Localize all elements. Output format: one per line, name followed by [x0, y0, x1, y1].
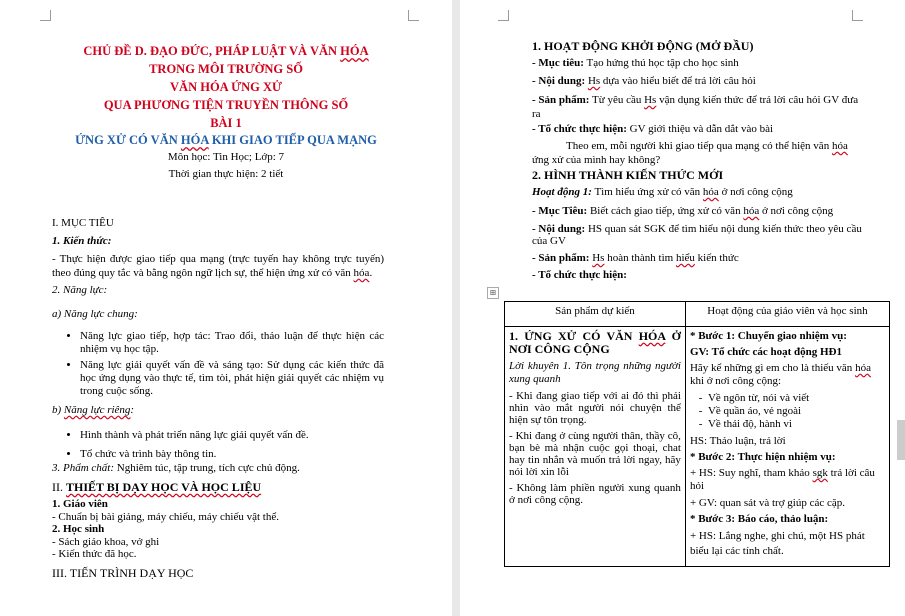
activity-1-product: - Sản phẩm: Hs hoàn thành tìm hiểu kiến thức [532, 252, 739, 264]
teacher-observe: + GV: quan sát và trợ giúp các cặp. [689, 497, 846, 509]
question-list [690, 392, 885, 431]
activity-1-goal: - Mục Tiêu: Biết cách giao tiếp, ứng xử có văn hóa ở nơi công cộng [532, 205, 834, 217]
product-item: - Khi đang giao tiếp với ai đó thì phải nhìn vào mắt người nói chuyện thể hiện sự tôn trọng. [509, 390, 681, 426]
qualities-line: 3. Phẩm chất: Nghiêm túc, tập trung, tích cực chủ động. [52, 462, 300, 474]
margin-corner-mark [852, 10, 863, 21]
lesson-title: ỨNG XỬ CÓ VĂN HÓA KHI GIAO TIẾP QUA MẠNG [75, 133, 377, 147]
margin-corner-mark [498, 10, 509, 21]
knowledge-text: - Thực hiện được giao tiếp qua mạng (trực tuyến hay không trực tuyến) theo đúng quy tắc và bằng ngôn ngữ lịch sự, thể hiện ứng xử có văn hóa. [52, 253, 384, 279]
start-goal: - Mục tiêu: Tạo hứng thú học tập cho học sinh [532, 57, 739, 69]
table-move-handle[interactable]: ⊞ [487, 287, 499, 299]
list-item: - Về thái độ, hành vi [708, 418, 885, 431]
activity-1-content: - Nội dung: HS quan sát SGK để tìm hiểu nội dung kiến thức theo yêu cầu của GV [532, 223, 862, 247]
list-item: • Tổ chức và trình bày thông tin. [80, 446, 384, 462]
specific-competence-list [62, 427, 384, 465]
topic-title-line4: QUA PHƯƠNG TIỆN TRUYỀN THÔNG SỐ [103, 98, 349, 112]
margin-corner-mark [40, 10, 51, 21]
table-header-expected-product: Sản phẩm dự kiến [505, 302, 686, 327]
expected-product-cell [505, 327, 686, 567]
list-item: • Hình thành và phát triển năng lực giải quyết vấn đề. [80, 427, 384, 443]
advice-1: Lời khuyên 1. Tôn trọng những người xung quanh [509, 360, 681, 385]
time-line: Thời gian thực hiện: 2 tiết [168, 168, 284, 180]
list-item: - Về quần áo, vẻ ngoài [708, 405, 885, 418]
start-question: Theo em, mỗi người khi giao tiếp qua mạng có thể hiện văn hóa ứng xử của mình hay không? [532, 140, 848, 166]
activity-1-organization: - Tổ chức thực hiện: [532, 269, 627, 281]
step-2-heading: * Bước 2: Thực hiện nhiệm vụ: [689, 451, 836, 463]
product-item: - Khi đang ở cùng người thân, thầy cô, bạn bè mà nhận cuộc gọi thoại, chat hay tin nhắn và muốn trả lời ngay, hãy nói lời xin lỗi [509, 430, 681, 478]
start-content: - Nội dung: Hs dựa vào hiểu biết để trả lời câu hỏi [532, 75, 756, 87]
product-section-title: 1. ỨNG XỬ CÓ VĂN HÓA Ở NƠI CÔNG CỘNG [509, 329, 681, 356]
document-page-left [0, 0, 452, 616]
activity-1-line: Hoạt động 1: Tìm hiểu ứng xử có văn hóa ở nơi công cộng [532, 186, 793, 198]
student-discuss: HS: Thảo luận, trả lời [689, 435, 786, 447]
table-header-teacher-student-activity: Hoạt động của giáo viên và học sinh [685, 302, 889, 327]
student-think: + HS: Suy nghĩ, tham khảo sgk trả lời câu hỏi [689, 467, 875, 492]
student-item: - Sách giáo khoa, vở ghi [52, 536, 160, 548]
topic-title-line2: TRONG MÔI TRƯỜNG SỐ [149, 62, 303, 76]
section-objectives-title: I. MỤC TIÊU [52, 217, 114, 229]
start-organization: - Tổ chức thực hiện: GV giới thiệu và dẫn dắt vào bài [532, 123, 774, 135]
competence-heading: 2. Năng lực: [52, 284, 108, 296]
teacher-question: Hãy kể những gì em cho là thiếu văn hóa khi ở nơi công cộng: [689, 362, 871, 387]
start-product: - Sản phẩm: Từ yêu cầu Hs vận dụng kiến thức để trả lời câu hỏi GV đưa ra [532, 94, 859, 120]
teacher-text: - Chuẩn bị bài giảng, máy chiếu, máy chiếu vật thể. [52, 511, 279, 523]
lesson-number: BÀI 1 [210, 116, 242, 130]
subject-line: Môn học: Tin Học; Lớp: 7 [167, 151, 285, 163]
side-marker[interactable] [897, 420, 905, 460]
teacher-heading: 1. Giáo viên [52, 498, 108, 510]
specific-competence-heading: b) Năng lực riêng: [52, 404, 135, 416]
product-item: - Không làm phiền người xung quanh ở nơi công cộng. [509, 482, 681, 506]
general-competence-list [62, 330, 384, 401]
teacher-organize: GV: Tổ chức các hoạt động HĐ1 [689, 346, 842, 358]
knowledge-heading: 1. Kiến thức: [52, 235, 112, 247]
activity-table [504, 301, 890, 567]
start-activity-title: 1. HOẠT ĐỘNG KHỞI ĐỘNG (MỞ ĐẦU) [532, 39, 754, 53]
topic-title-line1: CHỦ ĐỀ D. ĐẠO ĐỨC, PHÁP LUẬT VÀ VĂN HÓA [83, 44, 369, 58]
section-process-title: III. TIẾN TRÌNH DẠY HỌC [52, 566, 194, 580]
margin-corner-mark [408, 10, 419, 21]
step-1-heading: * Bước 1: Chuyển giao nhiệm vụ: [689, 330, 847, 342]
section-equipment-title: II. THIẾT BỊ DẠY HỌC VÀ HỌC LIỆU [52, 480, 262, 494]
new-knowledge-title: 2. HÌNH THÀNH KIẾN THỨC MỚI [532, 168, 724, 182]
general-competence-heading: a) Năng lực chung: [52, 308, 138, 320]
list-item: - Về ngôn từ, nói và viết [708, 392, 885, 405]
step-3-heading: * Bước 3: Báo cáo, thảo luận: [689, 513, 829, 525]
topic-title-line3: VĂN HÓA ỨNG XỬ [170, 80, 282, 94]
student-heading: 2. Học sinh [52, 523, 105, 535]
teacher-student-activity-cell [685, 327, 889, 567]
list-item: • Năng lực giao tiếp, hợp tác: Trao đổi, thảo luận để thực hiện các nhiệm vụ học tập. [80, 330, 384, 356]
list-item: • Năng lực giải quyết vấn đề và sáng tạo: Sử dụng các kiến thức đã học ứng dụng vào thực tế, tìm tòi, phát hiện giải quyết các nhiệm vụ trong cuộc sống. [80, 359, 384, 398]
student-report: + HS: Lắng nghe, ghi chú, một HS phát biểu lại các tính chất. [689, 530, 865, 557]
student-item: - Kiến thức đã học. [52, 548, 137, 560]
document-page-right [460, 0, 905, 616]
